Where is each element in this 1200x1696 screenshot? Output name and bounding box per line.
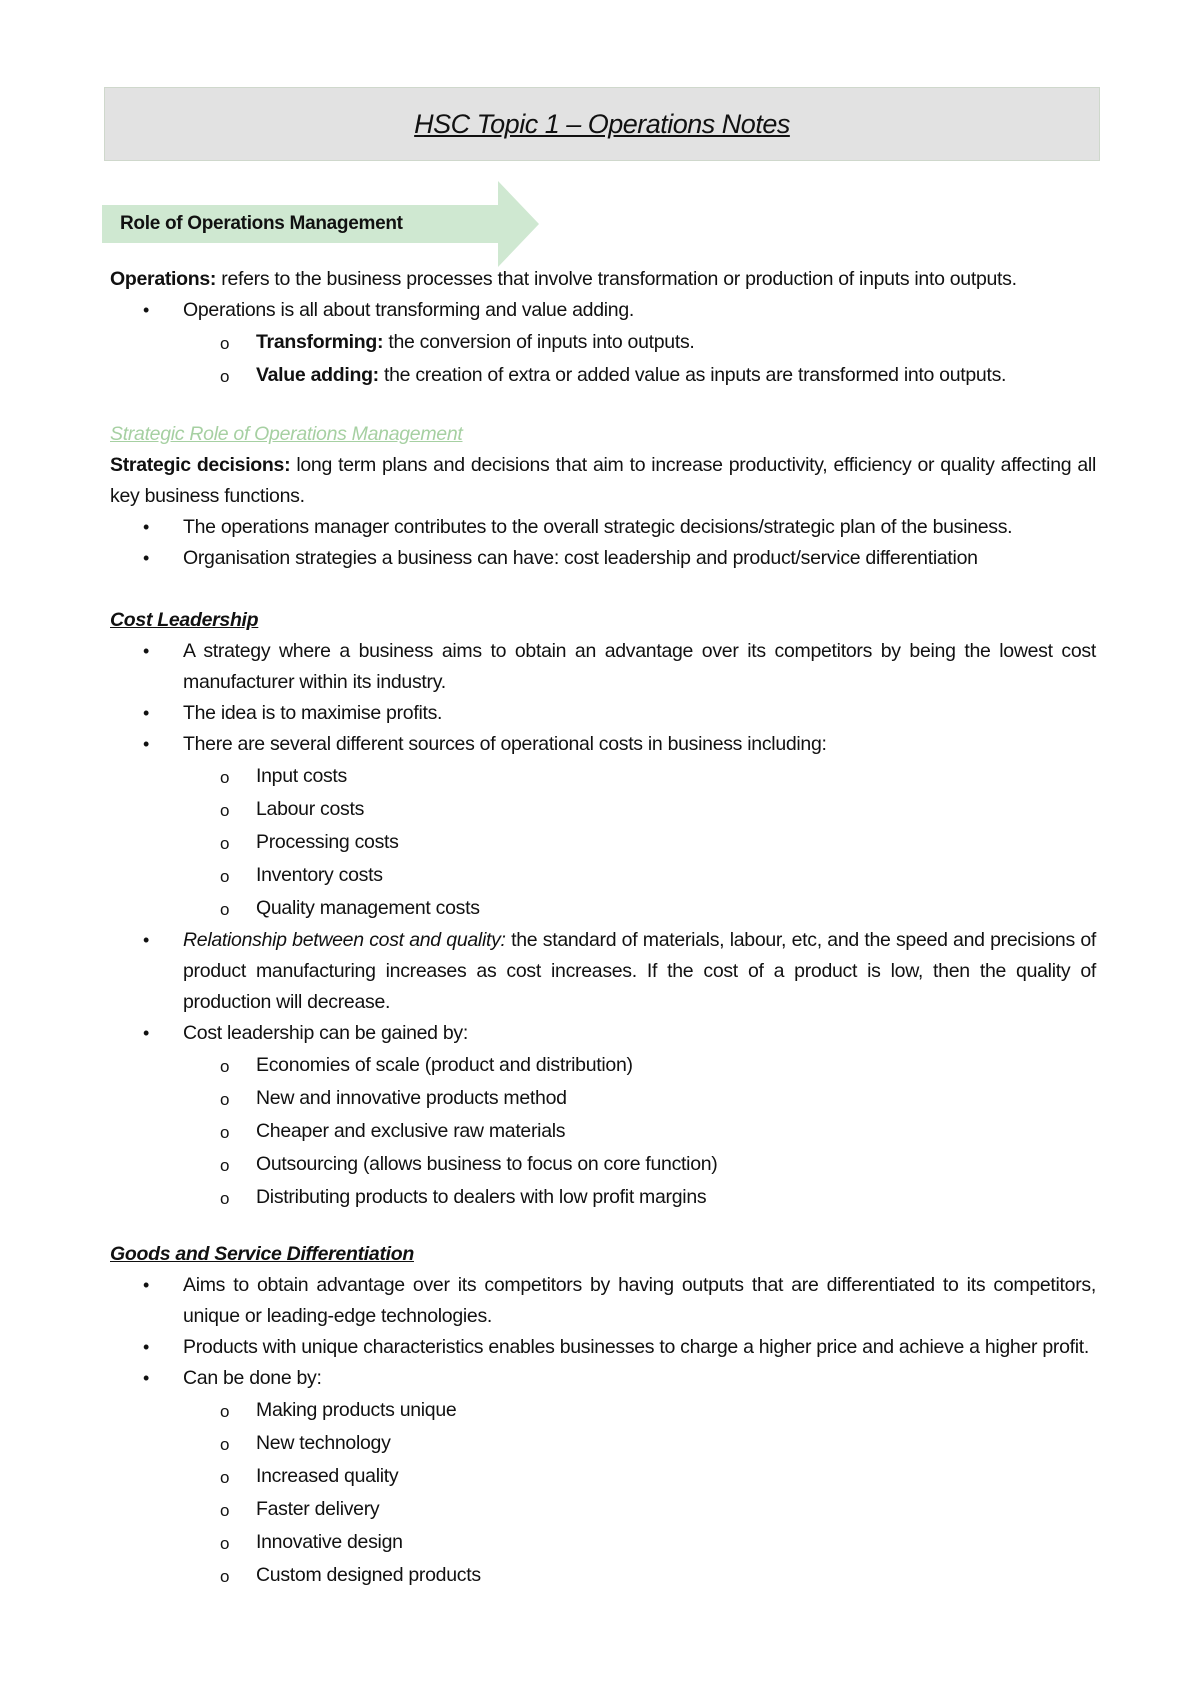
- strategic-definition-text: long term plans and decisions that aim to increase productivity, efficiency or quality affecting all key business functions.: [110, 454, 1096, 507]
- sub-list-item: o Distributing products to dealers with low profit margins: [110, 1181, 1096, 1214]
- cost-leadership-heading: Cost Leadership: [110, 609, 259, 631]
- transforming-text: the conversion of inputs into outputs.: [383, 331, 695, 353]
- list-item: [110, 925, 1096, 1018]
- sub-list-item: o Economies of scale (product and distribution): [110, 1049, 1096, 1082]
- sub-list-item: o Making products unique: [110, 1394, 1096, 1427]
- sub-list-item: o Quality management costs: [110, 892, 1096, 925]
- strategic-term: Strategic decisions:: [110, 454, 291, 476]
- list-item: • Organisation strategies a business can have: cost leadership and product/service differentiation: [110, 543, 1096, 574]
- list-item: • A strategy where a business aims to obtain an advantage over its competitors by being the lowest cost manufacturer within its industry.: [110, 636, 1096, 698]
- list-item: • Operations is all about transforming and value adding.: [110, 295, 1096, 326]
- sub-list-item: o Outsourcing (allows business to focus on core function): [110, 1148, 1096, 1181]
- notes-content: [110, 264, 1096, 1592]
- list-item: • There are several different sources of operational costs in business including:: [110, 729, 1096, 760]
- list-item: • Cost leadership can be gained by:: [110, 1018, 1096, 1049]
- operations-term: Operations:: [110, 268, 217, 290]
- differentiation-heading: Goods and Service Differentiation: [110, 1243, 414, 1265]
- operations-definition: [110, 264, 1096, 295]
- sub-list-item: [110, 326, 1096, 359]
- list-item: • Products with unique characteristics enables businesses to charge a higher price and achieve a higher profit.: [110, 1332, 1096, 1363]
- sub-list-item: o Inventory costs: [110, 859, 1096, 892]
- sub-list-item: o Increased quality: [110, 1460, 1096, 1493]
- sub-list-item: o Labour costs: [110, 793, 1096, 826]
- list-item: • The idea is to maximise profits.: [110, 698, 1096, 729]
- list-item: • Can be done by:: [110, 1363, 1096, 1394]
- transforming-term: Transforming:: [256, 331, 384, 353]
- operations-definition-text: refers to the business processes that involve transformation or production of inputs into outputs.: [216, 268, 1017, 290]
- strategic-heading: Strategic Role of Operations Management: [110, 423, 463, 445]
- value-adding-text: the creation of extra or added value as inputs are transformed into outputs.: [378, 364, 1007, 386]
- relationship-text: the standard of materials, labour, etc, and the speed and precisions of product manufacturing increases as cost increases. If the cost of a product is low, then the quality of production will decrease.: [183, 929, 1096, 1013]
- relationship-term: Relationship between cost and quality:: [183, 929, 506, 951]
- sub-list-item: o Input costs: [110, 760, 1096, 793]
- sub-list-item: o Cheaper and exclusive raw materials: [110, 1115, 1096, 1148]
- sub-list-item: o New technology: [110, 1427, 1096, 1460]
- strategic-definition: [110, 450, 1096, 512]
- spacer: [110, 392, 1096, 419]
- sub-list-item: o Custom designed products: [110, 1559, 1096, 1592]
- value-adding-term: Value adding:: [256, 364, 379, 386]
- list-item: • Aims to obtain advantage over its competitors by having outputs that are differentiated to its competitors, unique or leading-edge technologies.: [110, 1270, 1096, 1332]
- list-item: • The operations manager contributes to the overall strategic decisions/strategic plan of the business.: [110, 512, 1096, 543]
- sub-list-item: o Faster delivery: [110, 1493, 1096, 1526]
- page-title: HSC Topic 1 – Operations Notes: [414, 108, 790, 139]
- spacer: [110, 574, 1096, 605]
- sub-list-item: o Processing costs: [110, 826, 1096, 859]
- title-box: [104, 87, 1100, 161]
- sub-list-item: o New and innovative products method: [110, 1082, 1096, 1115]
- section-banner-label: Role of Operations Management: [120, 213, 403, 234]
- sub-list-item: [110, 359, 1096, 392]
- spacer: [110, 1214, 1096, 1239]
- sub-list-item: o Innovative design: [110, 1526, 1096, 1559]
